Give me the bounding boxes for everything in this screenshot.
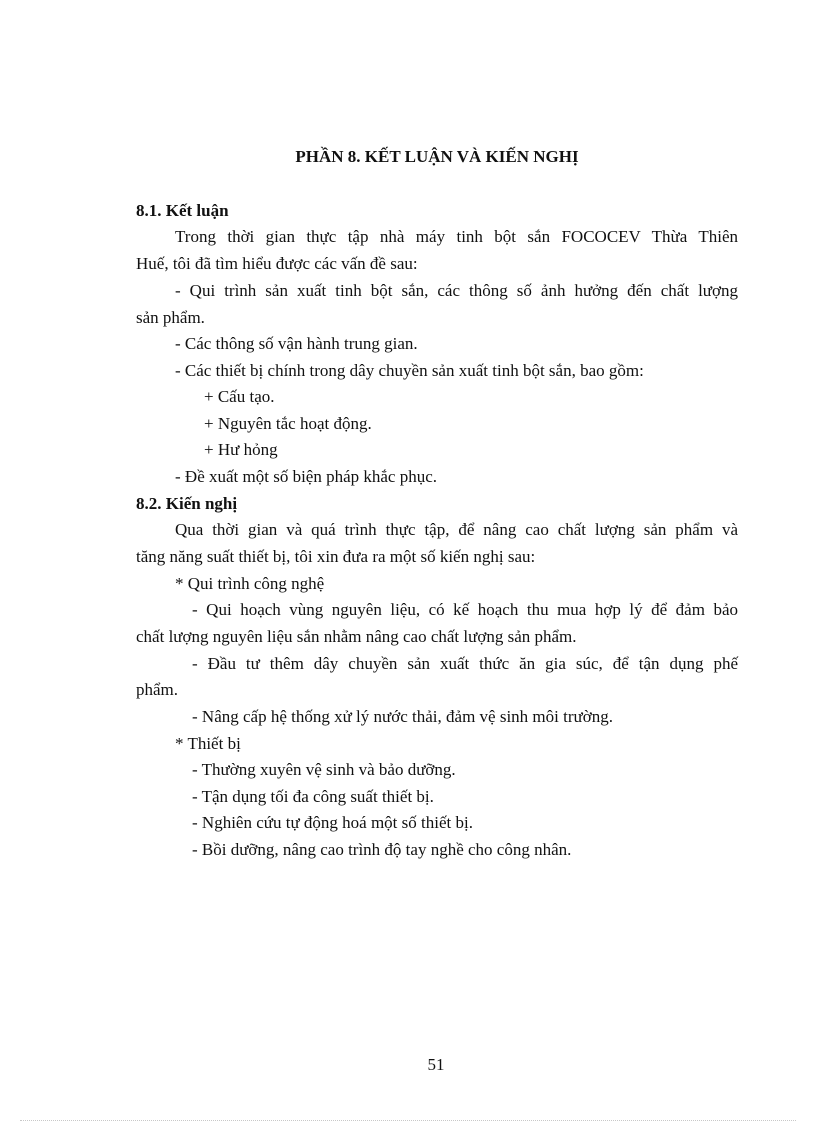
recommendation-raw-material-line-2: chất lượng nguyên liệu sắn nhằm nâng cao chất lượng sản phẩm.: [136, 627, 577, 646]
recommendation-feed-line-line-1: - Đầu tư thêm dây chuyền sản xuất thức ăn gia súc, để tận dụng phế: [192, 654, 738, 673]
conclusion-subitem-principle: + Nguyên tắc hoạt động.: [204, 414, 372, 433]
recommendation-feed-line-line-2: phẩm.: [136, 680, 179, 699]
recommendations-paragraph-line-1: Qua thời gian và quá trình thực tập, để nâng cao chất lượng sản phẩm và: [175, 520, 738, 539]
recommendation-wastewater: - Nâng cấp hệ thống xử lý nước thải, đảm vệ sinh môi trường.: [192, 707, 613, 726]
page-number: 51: [427, 1055, 445, 1074]
recommendations-group-technology: * Qui trình công nghệ: [175, 574, 325, 593]
conclusion-item-equipment: - Các thiết bị chính trong dây chuyền sản xuất tinh bột sắn, bao gồm:: [175, 361, 644, 380]
conclusion-paragraph-line-2: Huế, tôi đã tìm hiểu được các vấn đề sau:: [136, 254, 418, 273]
conclusion-item-solutions: - Đề xuất một số biện pháp khắc phục.: [175, 467, 438, 486]
section-heading-conclusion: 8.1. Kết luận: [136, 201, 229, 220]
conclusion-item-parameters: - Các thông số vận hành trung gian.: [175, 334, 418, 353]
recommendations-group-equipment: * Thiết bị: [175, 734, 241, 753]
conclusion-subitem-structure: + Cấu tạo.: [204, 387, 275, 406]
recommendation-training: - Bồi dưỡng, nâng cao trình độ tay nghề cho công nhân.: [192, 840, 572, 859]
recommendation-capacity: - Tận dụng tối đa công suất thiết bị.: [192, 787, 434, 806]
recommendation-maintenance: - Thường xuyên vệ sinh và bảo dưỡng.: [192, 760, 456, 779]
recommendation-automation: - Nghiên cứu tự động hoá một số thiết bị.: [192, 813, 473, 832]
page-title: PHẦN 8. KẾT LUẬN VÀ KIẾN NGHỊ: [295, 147, 579, 166]
section-heading-recommendations: 8.2. Kiến nghị: [136, 494, 238, 513]
recommendations-paragraph-line-2: tăng năng suất thiết bị, tôi xin đưa ra một số kiến nghị sau:: [136, 547, 536, 566]
conclusion-item-process-line-2: sản phẩm.: [136, 308, 205, 327]
page-bottom-divider: [20, 1120, 796, 1121]
conclusion-item-process-line-1: - Qui trình sản xuất tinh bột sắn, các thông số ảnh hưởng đến chất lượng: [175, 281, 738, 300]
conclusion-paragraph-line-1: Trong thời gian thực tập nhà máy tinh bột sắn FOCOCEV Thừa Thiên: [175, 227, 738, 246]
conclusion-subitem-damage: + Hư hỏng: [204, 440, 278, 459]
recommendation-raw-material-line-1: - Qui hoạch vùng nguyên liệu, có kế hoạch thu mua hợp lý để đảm bảo: [192, 600, 738, 619]
